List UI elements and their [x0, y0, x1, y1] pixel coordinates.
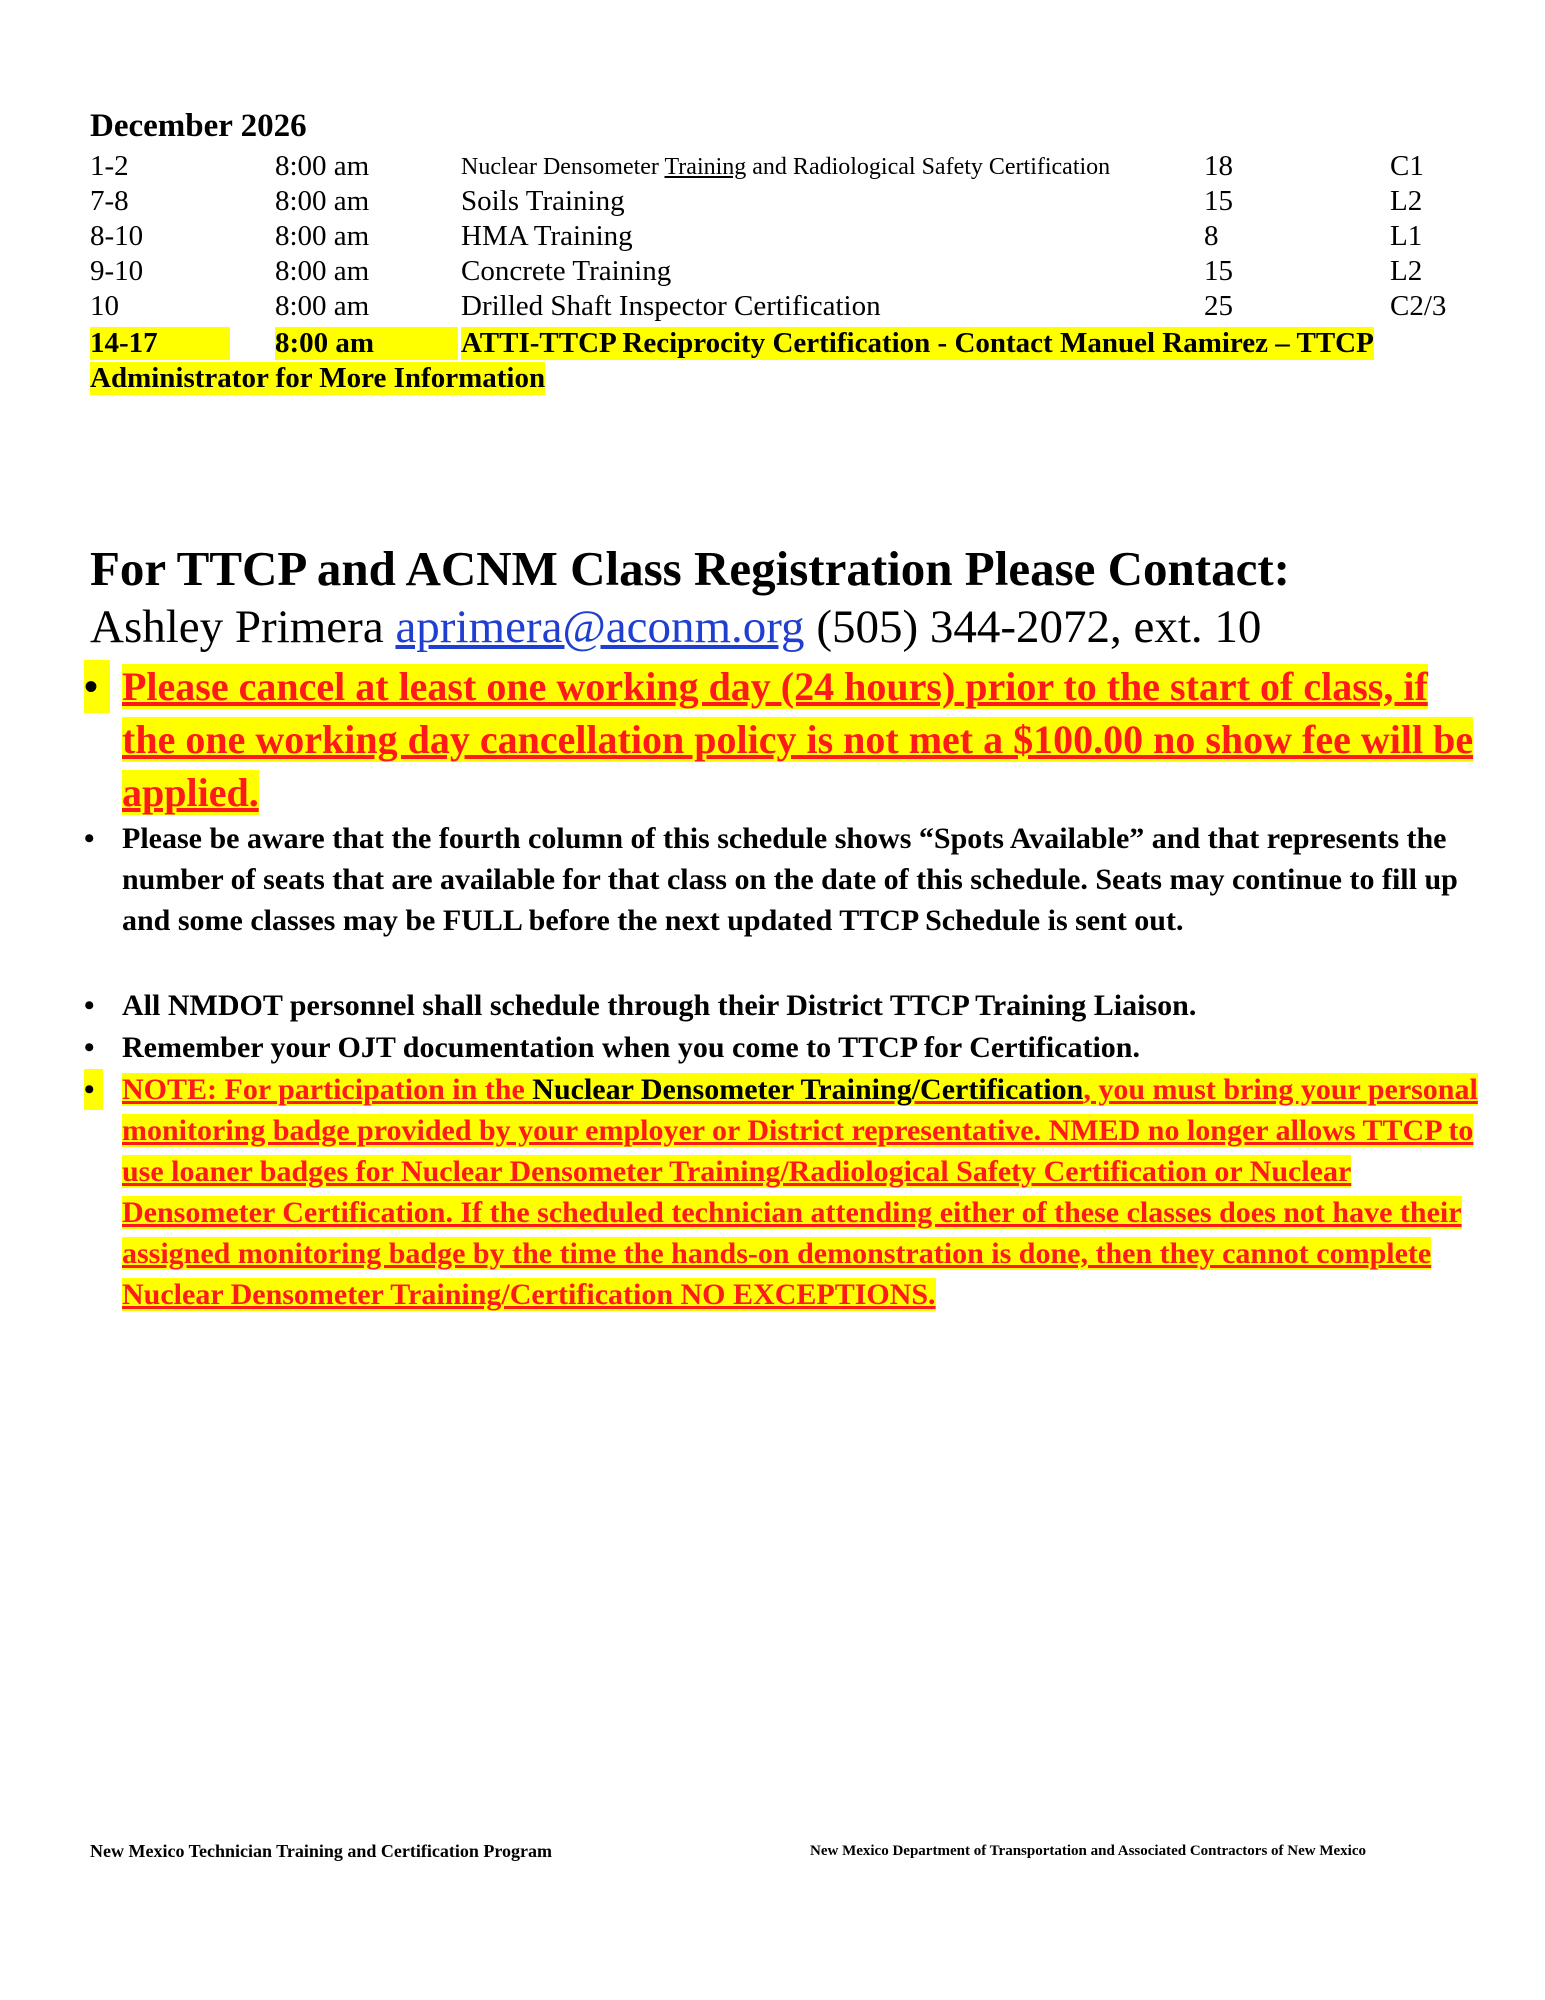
badge-note-post: , you must bring your personal monitoring badge provided by your employer or District representative. NMED no longer allows TTCP to use loaner badges for Nuclear Densometer Training/Radiological Safety Certification or Nuclear Densometer Certification. If the scheduled technician attending either of these classes does not have their assigned monitoring badge by the time the hands-on demonstration is done, then they cannot complete Nuclear Densometer Training/Certification NO EXCEPTIONS.	[122, 1073, 1478, 1311]
row-time: 8:00 am	[275, 150, 370, 182]
spots-available-text: Please be aware that the fourth column of this schedule shows “Spots Available” and that represents the number of seats that are available for that class on the date of this schedule. Seats may continue to fill up and some classes may be FULL before the next updated TTCP Schedule is sent out.	[122, 822, 1458, 937]
row-class	[461, 154, 1110, 181]
registration-title: For TTCP and ACNM Class Registration Please Contact:	[90, 541, 1290, 596]
schedule-row	[90, 220, 1450, 256]
row-date: 9-10	[90, 255, 144, 287]
row-spots: 15	[1204, 185, 1233, 217]
schedule-row	[90, 185, 1450, 221]
schedule-row	[90, 290, 1450, 326]
contact-email-link[interactable]: aprimera@aconm.org	[395, 601, 805, 653]
badge-note-class-name: Nuclear Densometer Training/Certification	[532, 1073, 1084, 1106]
row-date: 14-17	[90, 327, 230, 360]
cancel-policy-text: Please cancel at least one working day (24 hours) prior to the start of class, if the one working day cancellation policy is not met a $100.00 no show fee will be applied.	[122, 664, 1474, 815]
bullet-icon: •	[84, 822, 95, 855]
footer-organizations: New Mexico Department of Transportation and Associated Contractors of New Mexico	[810, 1843, 1367, 1859]
badge-note-pre: NOTE: For participation in the	[122, 1073, 533, 1106]
row-level: C1	[1390, 150, 1424, 182]
row-level: L2	[1390, 255, 1423, 287]
nmdot-text: All NMDOT personnel shall schedule through their District TTCP Training Liaison.	[122, 989, 1197, 1022]
badge-note-text	[122, 1073, 1478, 1311]
contact-phone: (505) 344-2072, ext. 10	[816, 601, 1262, 653]
row-time: 8:00 am	[275, 255, 370, 287]
bullet-icon: •	[84, 1031, 95, 1064]
schedule-row	[90, 255, 1450, 291]
row-level: L1	[1390, 220, 1423, 252]
row-class-part: and Radiological Safety Certification	[746, 154, 1111, 180]
bullet-icon: •	[84, 989, 95, 1022]
ojt-text: Remember your OJT documentation when you come to TTCP for Certification.	[122, 1031, 1140, 1064]
row-class-continuation: Administrator for More Information	[90, 362, 546, 394]
row-level: C2/3	[1390, 290, 1447, 322]
schedule-row-highlighted	[90, 327, 1450, 363]
row-class: ATTI-TTCP Reciprocity Certification - Contact Manuel Ramirez – TTCP	[461, 327, 1374, 359]
row-class: Drilled Shaft Inspector Certification	[461, 290, 881, 322]
row-time: 8:00 am	[275, 185, 370, 217]
row-spots: 25	[1204, 290, 1233, 322]
row-date: 1-2	[90, 150, 129, 182]
row-class: Soils Training	[461, 185, 625, 217]
bullet-icon: •	[84, 660, 110, 713]
row-date: 8-10	[90, 220, 144, 252]
row-class: HMA Training	[461, 220, 633, 252]
row-class: Concrete Training	[461, 255, 672, 287]
bullet-icon: •	[84, 1069, 103, 1110]
row-spots: 18	[1204, 150, 1233, 182]
row-spots: 8	[1204, 220, 1219, 252]
row-time: 8:00 am	[275, 327, 458, 360]
footer-program-name: New Mexico Technician Training and Certification Program	[90, 1841, 552, 1861]
row-time: 8:00 am	[275, 220, 370, 252]
row-class-underlined: Training	[664, 154, 747, 180]
contact-name: Ashley Primera	[90, 601, 384, 653]
row-level: L2	[1390, 185, 1423, 217]
row-time: 8:00 am	[275, 290, 370, 322]
schedule-row	[90, 150, 1450, 186]
registration-contact	[90, 600, 1261, 654]
row-date: 10	[90, 290, 119, 322]
row-spots: 15	[1204, 255, 1233, 287]
row-date: 7-8	[90, 185, 129, 217]
schedule-month-heading: December 2026	[90, 108, 307, 144]
row-class-part: Nuclear Densometer	[461, 154, 665, 180]
